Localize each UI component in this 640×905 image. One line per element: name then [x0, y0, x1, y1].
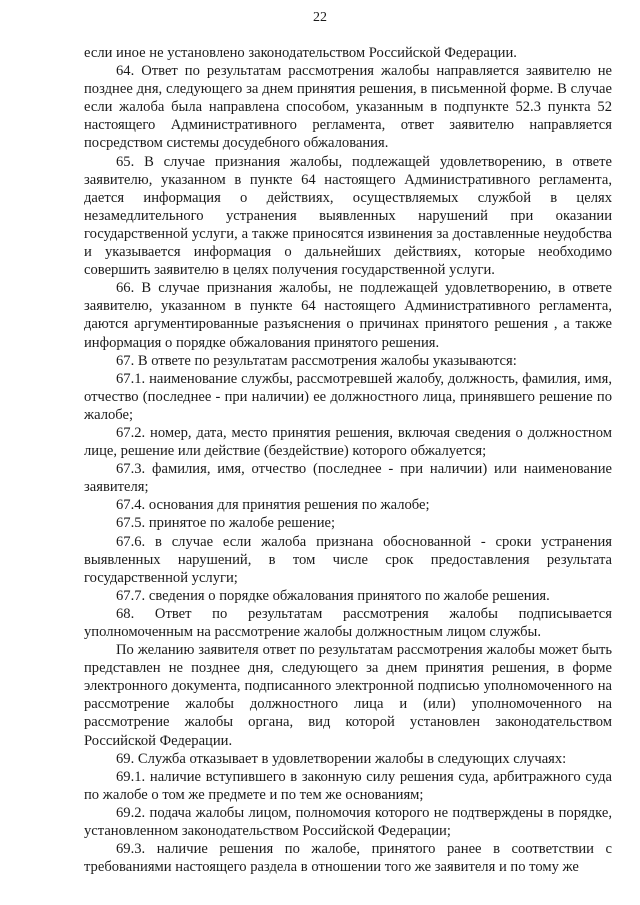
paragraph-67-5: 67.5. принятое по жалобе решение; [116, 515, 336, 532]
paragraph-continuation: если иное не установлено законодательством Российской Федерации. [84, 45, 517, 61]
paragraph-66: 66. В случае признания жалобы, не подлежащей удовлетворению, в ответе заявителю, указанном в пункте 64 настоящего Административного регламента, даются аргументированные разъяснения о причинах принятого решения , а также информация о порядке обжалования принятого решения. [84, 280, 612, 351]
paragraph-69-2: 69.2. подача жалобы лицом, полномочия которого не подтверждены в порядке, установленном законодательством Российской Федерации; [84, 804, 612, 840]
paragraph-67-6: 67.6. в случае если жалоба признана обоснованной - сроки устранения выявленных нарушений, в том числе срок предоставления результата государственной услуги; [84, 533, 612, 586]
paragraph-67-4: 67.4. основания для принятия решения по жалобе; [116, 497, 430, 514]
paragraph-67-2: 67.2. номер, дата, место принятия решения, включая сведения о должностном лице, решение или действие (бездействие) которого обжалуется; [84, 424, 612, 460]
paragraph-65: 65. В случае признания жалобы, подлежащей удовлетворению, в ответе заявителю, указанном в пункте 64 настоящего Административного регламента, дается информация о действиях, осуществляемых службой в целях незамедлительного устранения выявленных нарушений при оказании государственной услуги, а также приносятся извинения за доставленные неудобства и указывается информация о дальнейших действиях, которые необходимо совершить заявителю в целях получения государственной услуги. [84, 153, 612, 279]
paragraph-69-3: 69.3. наличие решения по жалобе, принятого ранее в соответствии с требованиями настоящего раздела в отношении того же заявителя и по тому же [84, 841, 612, 876]
paragraph-64: 64. Ответ по результатам рассмотрения жалобы направляется заявителю не позднее дня, следующего за днем принятия решения, в письменной форме. В случае если жалоба была направлена способом, указанным в подпункте 52.3 пункта 52 настоящего Административного регламента, ответ заявителю направляется посредством системы досудебного обжалования. [84, 63, 612, 152]
paragraph-67-3: 67.3. фамилия, имя, отчество (последнее - при наличии) или наименование заявителя; [84, 461, 612, 496]
document-body [84, 44, 612, 876]
paragraph-67: 67. В ответе по результатам рассмотрения жалобы указываются: [116, 352, 517, 369]
page-number: 22 [313, 10, 327, 25]
paragraph-67-1: 67.1. наименование службы, рассмотревшей жалобу, должность, фамилия, имя, отчество (последнее - при наличии) ее должностного лица, принявшего решение по жалобе; [84, 370, 612, 423]
paragraph-69: 69. Служба отказывает в удовлетворении жалобы в следующих случаях: [116, 750, 567, 767]
paragraph-69-1: 69.1. наличие вступившего в законную силу решения суда, арбитражного суда по жалобе о том же предмете и по тем же основаниям; [84, 768, 612, 803]
paragraph-68: 68. Ответ по результатам рассмотрения жалобы подписывается уполномоченным на рассмотрение жалобы должностным лицом службы. [84, 605, 612, 640]
paragraph-67-7: 67.7. сведения о порядке обжалования принятого по жалобе решения. [116, 587, 550, 604]
paragraph-68-electronic-response: По желанию заявителя ответ по результатам рассмотрения жалобы может быть представлен не позднее дня, следующего за днем принятия решения, в форме электронного документа, подписанного электронной подписью уполномоченного на рассмотрение жалобы должностного лица и (или) уполномоченного на рассмотрение жалобы органа, вид которой установлен законодательством Российской Федерации. [84, 642, 612, 749]
